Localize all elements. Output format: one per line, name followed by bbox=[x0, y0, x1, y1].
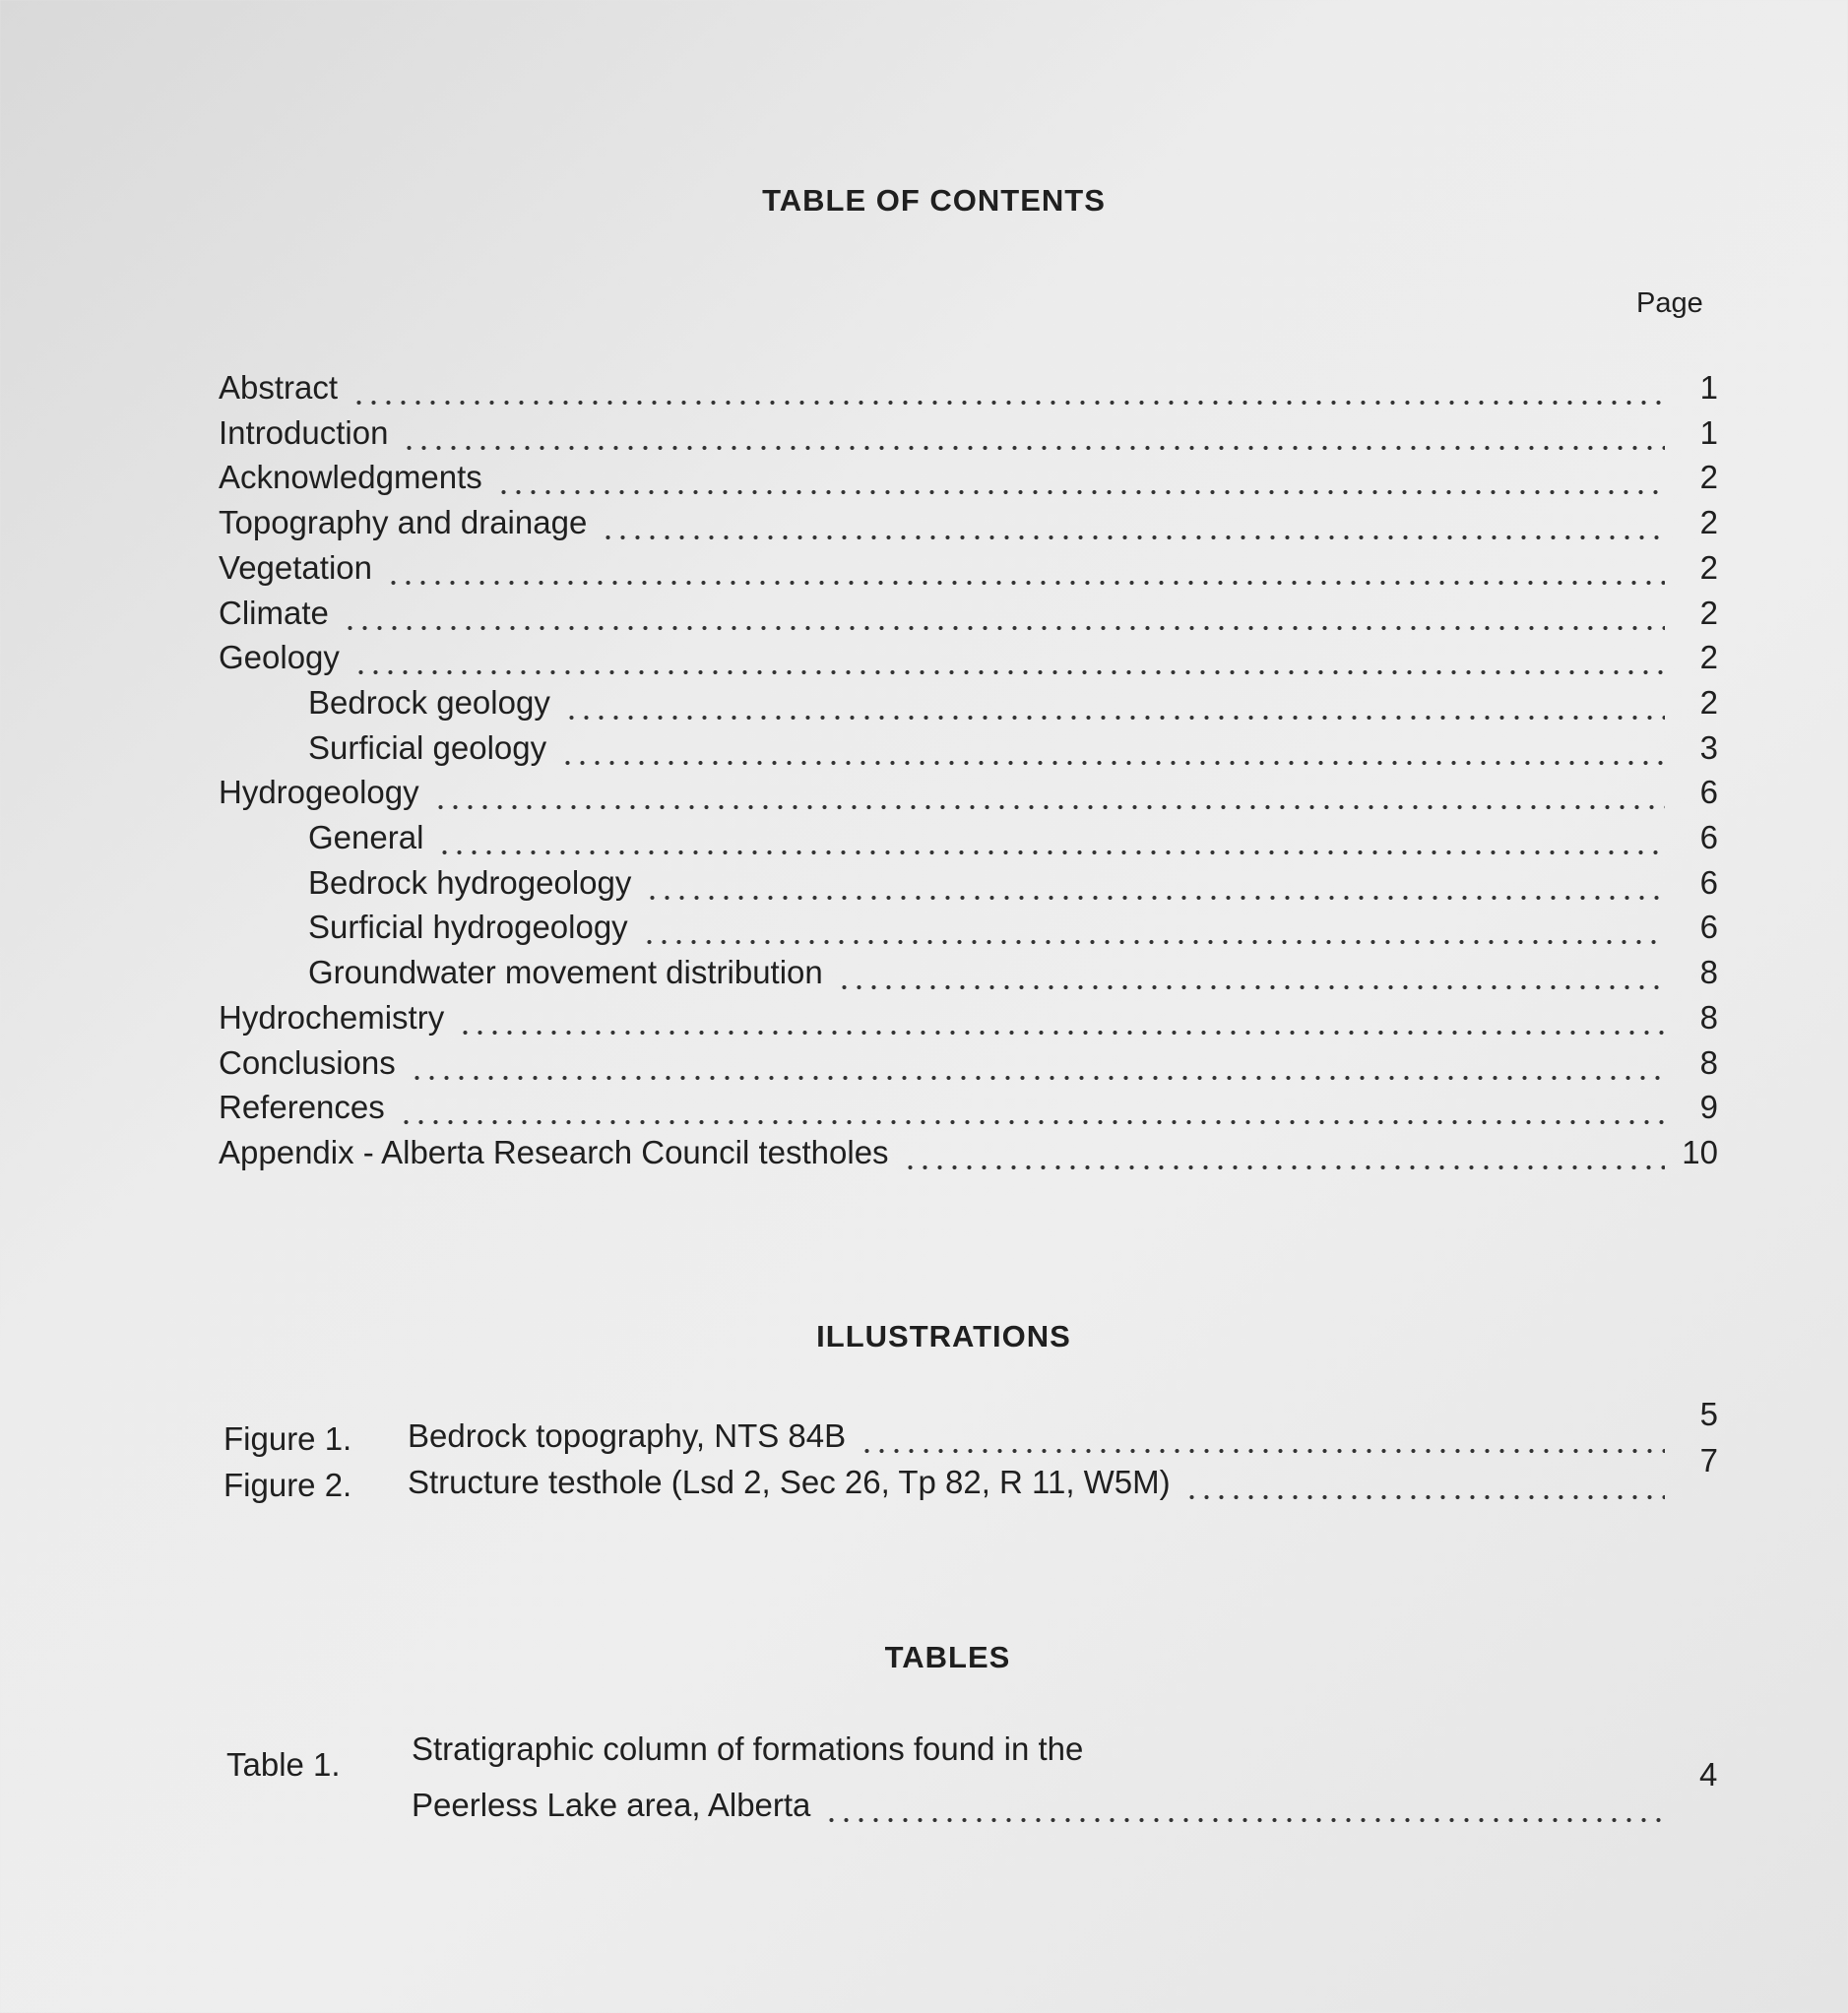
dot-leader bbox=[458, 996, 1665, 1039]
dot-leader bbox=[496, 456, 1665, 499]
figure-entry[interactable] bbox=[408, 1442, 1718, 1504]
toc-entry[interactable] bbox=[308, 726, 1718, 770]
dot-leader bbox=[351, 366, 1665, 409]
dot-leader bbox=[343, 592, 1665, 635]
toc-page-number: 2 bbox=[1699, 504, 1718, 541]
toc-entry[interactable] bbox=[219, 456, 1718, 499]
figure-label: Figure 2. bbox=[223, 1467, 352, 1503]
toc-entry[interactable] bbox=[219, 546, 1718, 590]
toc-entry[interactable] bbox=[219, 1041, 1718, 1085]
toc-entry[interactable] bbox=[308, 951, 1718, 994]
toc-entry-title: Acknowledgments bbox=[219, 459, 482, 496]
figure-page-number: 7 bbox=[1699, 1442, 1718, 1478]
toc-entry[interactable] bbox=[308, 906, 1718, 949]
toc-entry-title: Surficial hydrogeology bbox=[308, 909, 628, 946]
toc-entry-title: Surficial geology bbox=[308, 728, 547, 766]
figure-page-number: 5 bbox=[1699, 1396, 1718, 1432]
table-entry[interactable] bbox=[412, 1784, 1717, 1827]
toc-entry[interactable] bbox=[308, 816, 1718, 859]
page-column-label: Page bbox=[1636, 287, 1703, 319]
toc-entry[interactable] bbox=[219, 366, 1718, 409]
dot-leader bbox=[601, 501, 1665, 544]
toc-page-number: 8 bbox=[1699, 954, 1718, 991]
figure-title: Bedrock topography, NTS 84B bbox=[408, 1417, 847, 1454]
table-page-number: 4 bbox=[1699, 1756, 1718, 1793]
toc-title: TABLE OF CONTENTS bbox=[762, 183, 1106, 218]
toc-entry[interactable] bbox=[219, 592, 1718, 635]
dot-leader bbox=[399, 1086, 1665, 1129]
toc-entry[interactable] bbox=[308, 861, 1718, 905]
toc-entry-title: Appendix - Alberta Research Council testholes bbox=[219, 1133, 889, 1170]
dot-leader bbox=[437, 816, 1665, 859]
toc-entry-title: Climate bbox=[219, 594, 329, 631]
toc-entry-title: Hydrochemistry bbox=[219, 998, 445, 1036]
toc-entry-title: General bbox=[308, 819, 424, 855]
toc-entry[interactable] bbox=[219, 501, 1718, 544]
toc-page-number: 1 bbox=[1699, 413, 1718, 451]
figure-entry[interactable] bbox=[408, 1396, 1718, 1458]
toc-page-number: 1 bbox=[1699, 369, 1718, 406]
toc-entry[interactable] bbox=[219, 1086, 1718, 1129]
toc-page-number: 2 bbox=[1699, 639, 1718, 676]
toc-entry-title: Geology bbox=[219, 639, 340, 676]
dot-leader bbox=[560, 726, 1665, 770]
toc-entry-title: Conclusions bbox=[219, 1043, 396, 1081]
dot-leader bbox=[410, 1041, 1665, 1085]
table-title-line1: Stratigraphic column of formations found in the bbox=[412, 1730, 1084, 1767]
toc-page-number: 2 bbox=[1699, 683, 1718, 721]
dot-leader bbox=[433, 771, 1665, 814]
toc-page-number: 6 bbox=[1699, 863, 1718, 901]
toc-page-number: 6 bbox=[1699, 774, 1718, 811]
toc-page-number: 6 bbox=[1699, 819, 1718, 855]
toc-page-number: 2 bbox=[1699, 594, 1718, 631]
toc-entry-title: Vegetation bbox=[219, 548, 372, 586]
dot-leader bbox=[645, 861, 1665, 905]
table-label: Table 1. bbox=[226, 1746, 341, 1783]
toc-entry-title: Hydrogeology bbox=[219, 774, 419, 811]
figure-label: Figure 1. bbox=[223, 1420, 352, 1457]
table-title-line2: Peerless Lake area, Alberta bbox=[412, 1787, 811, 1823]
dot-leader bbox=[824, 1784, 1664, 1827]
toc-entry[interactable] bbox=[219, 996, 1718, 1039]
dot-leader bbox=[353, 636, 1665, 679]
dot-leader bbox=[1184, 1461, 1665, 1504]
toc-entry[interactable] bbox=[219, 771, 1718, 814]
toc-entry-title: Topography and drainage bbox=[219, 504, 588, 541]
toc-page-number: 2 bbox=[1699, 548, 1718, 586]
toc-entry-title: Groundwater movement distribution bbox=[308, 954, 823, 991]
toc-page-number: 2 bbox=[1699, 459, 1718, 496]
toc-entry-title: References bbox=[219, 1089, 385, 1126]
toc-entry-title: Introduction bbox=[219, 413, 389, 451]
toc-page-number: 10 bbox=[1682, 1133, 1718, 1170]
dot-leader bbox=[564, 681, 1665, 724]
toc-page-number: 3 bbox=[1699, 728, 1718, 766]
toc-page-number: 8 bbox=[1699, 998, 1718, 1036]
toc-entry[interactable] bbox=[308, 681, 1718, 724]
dot-leader bbox=[860, 1415, 1665, 1458]
dot-leader bbox=[903, 1131, 1665, 1174]
dot-leader bbox=[386, 546, 1665, 590]
dot-leader bbox=[837, 951, 1665, 994]
dot-leader bbox=[402, 411, 1665, 455]
toc-page-number: 9 bbox=[1699, 1089, 1718, 1126]
tables-title: TABLES bbox=[884, 1640, 1011, 1674]
toc-entry[interactable] bbox=[219, 411, 1718, 455]
illustrations-title: ILLUSTRATIONS bbox=[816, 1319, 1071, 1353]
toc-entry[interactable] bbox=[219, 636, 1718, 679]
toc-entry-title: Bedrock hydrogeology bbox=[308, 863, 632, 901]
toc-page-number: 6 bbox=[1699, 909, 1718, 946]
toc-entry-title: Abstract bbox=[219, 369, 339, 406]
toc-entry[interactable] bbox=[219, 1131, 1718, 1174]
dot-leader bbox=[642, 906, 1665, 949]
figure-title: Structure testhole (Lsd 2, Sec 26, Tp 82, R 11, W5M) bbox=[408, 1464, 1171, 1500]
toc-entry-title: Bedrock geology bbox=[308, 683, 550, 721]
toc-page-number: 8 bbox=[1699, 1043, 1718, 1081]
